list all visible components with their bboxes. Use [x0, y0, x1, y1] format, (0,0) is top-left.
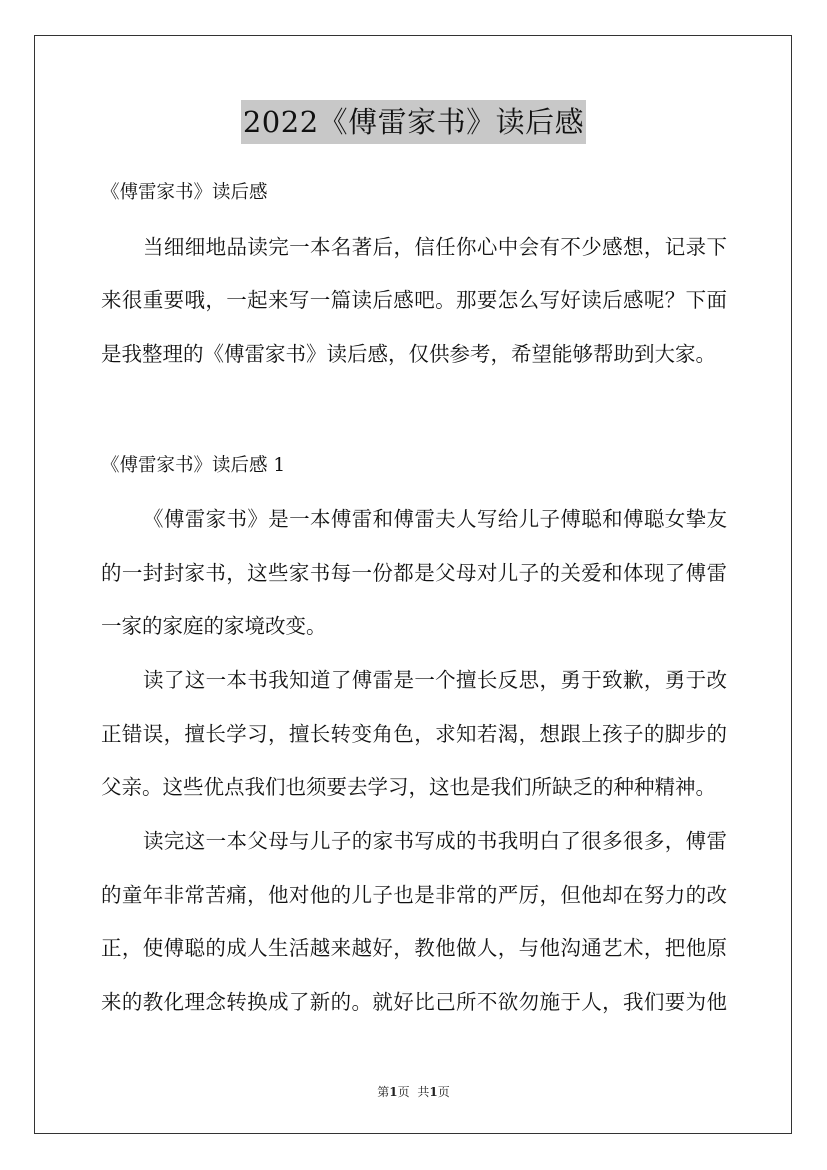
- page-number: 1: [389, 1085, 398, 1099]
- paragraph2-line-2: 正错误，擅长学习，擅长转变角色，求知若渴，想跟上孩子的脚步的: [101, 722, 727, 746]
- intro-line-1: 当细细地品读完一本名著后，信任你心中会有不少感想，记录下: [143, 235, 727, 259]
- paragraph3-line-4: 来的教化理念转换成了新的。就好比己所不欲勿施于人，我们要为他: [101, 990, 727, 1014]
- title-container: [0, 100, 827, 144]
- total-pages: 1: [429, 1085, 438, 1099]
- section-heading: 《傅雷家书》读后感 1: [101, 455, 286, 476]
- document-title: 2022《傅雷家书》读后感: [241, 100, 586, 144]
- intro-line-2: 来很重要哦，一起来写一篇读后感吧。那要怎么写好读后感呢？下面: [101, 288, 727, 312]
- page-footer: [0, 1084, 827, 1100]
- paragraph1-line-2: 的一封封家书，这些家书每一份都是父母对儿子的关爱和体现了傅雷: [101, 561, 727, 585]
- paragraph2-line-3: 父亲。这些优点我们也须要去学习，这也是我们所缺乏的种种精神。: [101, 775, 716, 799]
- total-suffix: 页: [437, 1085, 450, 1099]
- total-prefix: 共: [417, 1085, 430, 1099]
- page-suffix: 页: [397, 1085, 410, 1099]
- paragraph2-line-1: 读了这一本书我知道了傅雷是一个擅长反思，勇于致歉，勇于改: [143, 668, 727, 692]
- intro-line-3: 是我整理的《傅雷家书》读后感，仅供参考，希望能够帮助到大家。: [101, 342, 716, 366]
- paragraph3-line-2: 的童年非常苦痛，他对他的儿子也是非常的严厉，但他却在努力的改: [101, 883, 727, 907]
- document-subtitle: 《傅雷家书》读后感: [101, 182, 268, 203]
- page-prefix: 第: [377, 1085, 390, 1099]
- paragraph3-line-3: 正，使傅聪的成人生活越来越好，教他做人，与他沟通艺术，把他原: [101, 936, 727, 960]
- paragraph3-line-1: 读完这一本父母与儿子的家书写成的书我明白了很多很多，傅雷: [143, 829, 727, 853]
- paragraph1-line-3: 一家的家庭的家境改变。: [101, 614, 327, 638]
- paragraph1-line-1: 《傅雷家书》是一本傅雷和傅雷夫人写给儿子傅聪和傅聪女挚友: [143, 507, 727, 531]
